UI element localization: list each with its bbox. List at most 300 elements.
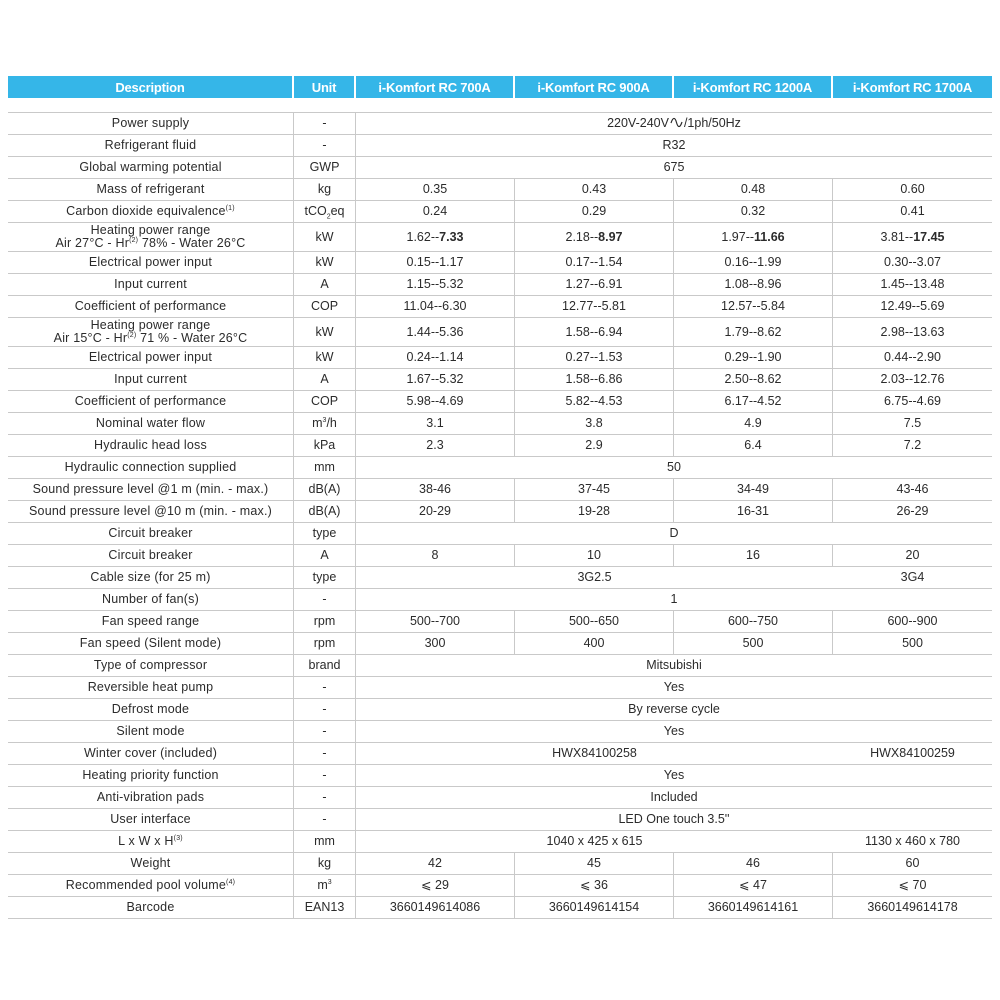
value-text: LED One touch 3.5'' — [618, 812, 730, 826]
description-text: Mass of refrigerant — [96, 182, 205, 196]
value-text: 2.50--8.62 — [724, 372, 782, 386]
value-model-1200a — [674, 295, 833, 317]
value-model-1200a — [674, 317, 833, 346]
value-model-1200a — [674, 896, 833, 919]
value-text: 1.97-- — [721, 229, 755, 244]
value-text: 4.9 — [744, 416, 762, 430]
value-text: 2.98--13.63 — [880, 324, 945, 339]
value-model-1700a — [833, 852, 992, 874]
value-model-900a — [515, 222, 674, 251]
value-model-900a — [515, 434, 674, 456]
value-text: 12.77--5.81 — [562, 299, 626, 313]
row-unit — [294, 852, 356, 874]
value-text: 7.5 — [903, 416, 922, 430]
value-models-700a-1200a — [356, 830, 833, 852]
value-text: 45 — [587, 856, 601, 870]
value-text: 7.2 — [903, 438, 922, 452]
value-model-1700a — [833, 610, 992, 632]
value-text: 1130 x 460 x 780 — [865, 834, 960, 848]
unit-text: rpm — [313, 636, 336, 650]
row-description — [8, 134, 294, 156]
value-text: HWX84100258 — [552, 746, 637, 760]
spec-table — [8, 76, 992, 919]
unit-text: kW — [315, 324, 334, 339]
value-all-models — [356, 654, 992, 676]
row-description — [8, 222, 294, 251]
value-text: ⩽ 70 — [898, 878, 927, 892]
description-text: Anti-vibration pads — [96, 790, 205, 804]
description-text: Defrost mode — [111, 702, 190, 716]
row-description — [8, 566, 294, 588]
row-unit — [294, 544, 356, 566]
description-text: Type of compressor — [93, 658, 208, 672]
value-text: 5.82--4.53 — [565, 394, 623, 408]
value-text: 2.18-- — [565, 229, 599, 244]
row-description — [8, 456, 294, 478]
value-model-1700a — [833, 434, 992, 456]
value-model-1200a — [674, 874, 833, 896]
value-text: ⩽ 29 — [421, 878, 449, 892]
table-row — [8, 720, 992, 742]
value-text: 0.15--1.17 — [406, 255, 464, 269]
table-row — [8, 786, 992, 808]
description-footnote: (2) — [129, 236, 139, 244]
value-all-models — [356, 588, 992, 610]
row-unit — [294, 200, 356, 222]
row-description — [8, 434, 294, 456]
value-text: 42 — [428, 856, 442, 870]
description-text: Circuit breaker — [108, 526, 193, 540]
value-model-700a — [356, 874, 515, 896]
value-model-700a — [356, 896, 515, 919]
table-row — [8, 222, 992, 251]
table-row — [8, 200, 992, 222]
value-model-900a — [515, 632, 674, 654]
header-model-1200a: i-Komfort RC 1200A — [674, 76, 833, 112]
row-unit — [294, 134, 356, 156]
header-row — [8, 76, 992, 112]
description-line-2-tail: 71 % - Water 26°C — [136, 331, 248, 345]
value-all-models — [356, 698, 992, 720]
value-text: 6.17--4.52 — [724, 394, 782, 408]
value-model-1200a — [674, 434, 833, 456]
value-model-900a — [515, 412, 674, 434]
unit-text: m — [312, 416, 323, 430]
table-row — [8, 134, 992, 156]
value-model-900a — [515, 346, 674, 368]
description-line-2-text: Air 15°C - Hr — [53, 331, 128, 345]
unit-text: brand — [308, 658, 341, 672]
value-model-900a — [515, 200, 674, 222]
value-model-900a — [515, 852, 674, 874]
value-model-1700a — [833, 346, 992, 368]
value-model-700a — [356, 412, 515, 434]
value-model-900a — [515, 478, 674, 500]
row-description — [8, 588, 294, 610]
value-text: 8 — [431, 548, 439, 562]
row-description — [8, 720, 294, 742]
value-text: 1040 x 425 x 615 — [546, 834, 643, 848]
value-text: 400 — [583, 636, 605, 650]
value-text: 16-31 — [737, 504, 769, 518]
unit-text: kg — [317, 856, 332, 870]
value-model-700a — [356, 200, 515, 222]
table-row — [8, 317, 992, 346]
value-text: 6.4 — [744, 438, 762, 452]
description-line-2-tail: 78% - Water 26°C — [138, 236, 246, 250]
row-description — [8, 478, 294, 500]
row-description — [8, 295, 294, 317]
value-text: 600--750 — [727, 614, 779, 628]
value-text: 2.03--12.76 — [880, 372, 945, 386]
description-text: Fan speed (Silent mode) — [79, 636, 222, 650]
description-text: L x W x H — [118, 834, 174, 848]
unit-text: - — [322, 138, 327, 152]
value-all-models — [356, 720, 992, 742]
row-description — [8, 830, 294, 852]
table-row — [8, 874, 992, 896]
value-model-1200a — [674, 478, 833, 500]
description-text: Hydraulic head loss — [94, 438, 207, 452]
row-description — [8, 544, 294, 566]
value-text: 2.9 — [585, 438, 603, 452]
unit-text: dB(A) — [308, 504, 341, 518]
value-text: 6.75--4.69 — [884, 394, 941, 408]
value-model-1700a — [833, 478, 992, 500]
value-model-900a — [515, 610, 674, 632]
value-model-1700a — [833, 544, 992, 566]
value-text: 0.60 — [900, 182, 925, 196]
table-row — [8, 456, 992, 478]
unit-text: dB(A) — [308, 482, 341, 496]
row-description — [8, 273, 294, 295]
description-text: Sound pressure level @1 m (min. - max.) — [32, 482, 269, 496]
value-text: 0.44--2.90 — [884, 350, 941, 364]
description-text: Weight — [130, 856, 171, 870]
row-description — [8, 786, 294, 808]
row-description — [8, 676, 294, 698]
value-text: 3.8 — [585, 416, 603, 430]
value-all-models — [356, 522, 992, 544]
row-unit — [294, 434, 356, 456]
row-unit — [294, 720, 356, 742]
unit-text: - — [322, 746, 327, 760]
value-text: 34-49 — [737, 482, 769, 496]
header-model-900a: i-Komfort RC 900A — [515, 76, 674, 112]
unit-text: tCO — [304, 204, 327, 218]
row-description — [8, 368, 294, 390]
value-text: 16 — [746, 548, 760, 562]
value-model-700a — [356, 368, 515, 390]
value-text: 1.45--13.48 — [880, 277, 945, 291]
table-row — [8, 112, 992, 134]
value-text: 300 — [424, 636, 446, 650]
row-unit — [294, 742, 356, 764]
row-unit — [294, 222, 356, 251]
value-text: 0.27--1.53 — [565, 350, 623, 364]
value-model-1200a — [674, 346, 833, 368]
row-description — [8, 610, 294, 632]
row-description — [8, 808, 294, 830]
unit-text: kPa — [313, 438, 336, 452]
value-model-700a — [356, 434, 515, 456]
description-text: Input current — [114, 277, 187, 291]
unit-text: A — [320, 548, 329, 562]
row-description — [8, 112, 294, 134]
value-model-1200a — [674, 632, 833, 654]
value-max-bold: 8.97 — [598, 229, 623, 244]
description-text: Fan speed range — [101, 614, 200, 628]
value-all-models — [356, 764, 992, 786]
value-max-bold: 7.33 — [439, 229, 464, 244]
value-text: 46 — [746, 856, 760, 870]
description-footnote: (3) — [173, 834, 183, 842]
table-row — [8, 478, 992, 500]
description-text: Circuit breaker — [108, 548, 193, 562]
value-model-700a — [356, 251, 515, 273]
table-row — [8, 896, 992, 919]
value-text: R32 — [662, 138, 686, 152]
value-model-1700a — [833, 566, 992, 588]
unit-text: GWP — [309, 160, 340, 174]
value-model-900a — [515, 273, 674, 295]
header-unit: Unit — [294, 76, 356, 112]
unit-text: COP — [310, 299, 339, 313]
value-text: Yes — [663, 724, 685, 738]
value-text: 1.67--5.32 — [406, 372, 464, 386]
value-text: 3G4 — [900, 570, 925, 584]
value-text: By reverse cycle — [628, 702, 720, 716]
value-model-900a — [515, 178, 674, 200]
row-unit — [294, 588, 356, 610]
description-text: Power supply — [111, 116, 190, 130]
unit-text: - — [322, 812, 327, 826]
row-unit — [294, 632, 356, 654]
unit-text: EAN13 — [304, 900, 345, 914]
spec-table-body — [8, 112, 992, 919]
value-text: 675 — [663, 160, 685, 174]
value-text: 3.81-- — [880, 229, 914, 244]
description-text: Cable size (for 25 m) — [90, 570, 211, 584]
row-unit — [294, 808, 356, 830]
value-model-1200a — [674, 222, 833, 251]
row-unit — [294, 478, 356, 500]
description-text: Coefficient of performance — [74, 394, 227, 408]
row-unit — [294, 676, 356, 698]
table-row — [8, 295, 992, 317]
description-text: Hydraulic connection supplied — [64, 460, 237, 474]
table-row — [8, 412, 992, 434]
value-text: 19-28 — [578, 504, 610, 518]
value-model-1200a — [674, 390, 833, 412]
value-model-900a — [515, 896, 674, 919]
description-line-2-text: Air 27°C - Hr — [55, 236, 130, 250]
table-row — [8, 368, 992, 390]
value-text: Mitsubishi — [646, 658, 702, 672]
value-all-models — [356, 676, 992, 698]
row-unit — [294, 251, 356, 273]
row-description — [8, 874, 294, 896]
value-text: 11.04--6.30 — [403, 299, 467, 313]
unit-text: - — [322, 790, 327, 804]
value-text: HWX84100259 — [870, 746, 955, 760]
description-text: Electrical power input — [88, 350, 213, 364]
value-text: 5.98--4.69 — [406, 394, 464, 408]
row-description — [8, 200, 294, 222]
unit-text: mm — [314, 834, 335, 848]
unit-text: - — [322, 768, 327, 782]
table-row — [8, 742, 992, 764]
unit-text: kg — [317, 182, 332, 196]
table-row — [8, 808, 992, 830]
value-model-1200a — [674, 178, 833, 200]
value-model-700a — [356, 346, 515, 368]
value-text: 600--900 — [887, 614, 938, 628]
value-model-900a — [515, 874, 674, 896]
value-model-1700a — [833, 178, 992, 200]
row-unit — [294, 874, 356, 896]
unit-text: kW — [315, 255, 334, 269]
value-text: 0.41 — [900, 204, 925, 218]
value-model-1700a — [833, 295, 992, 317]
value-text: 3660149614086 — [389, 900, 481, 914]
value-text: 1.27--6.91 — [565, 277, 623, 291]
row-description — [8, 346, 294, 368]
row-unit — [294, 786, 356, 808]
row-unit — [294, 273, 356, 295]
value-text: 1.58--6.86 — [565, 372, 623, 386]
row-unit — [294, 610, 356, 632]
value-all-models — [356, 786, 992, 808]
description-text: Recommended pool volume — [65, 878, 227, 892]
value-model-900a — [515, 500, 674, 522]
value-model-700a — [356, 390, 515, 412]
row-unit — [294, 112, 356, 134]
value-text: D — [669, 526, 679, 540]
value-max-bold: 11.66 — [754, 229, 785, 244]
value-text: 1.08--8.96 — [724, 277, 782, 291]
unit-text: A — [320, 372, 329, 386]
value-text: ⩽ 36 — [580, 878, 608, 892]
value-text: 50 — [667, 460, 681, 474]
unit-text: rpm — [313, 614, 336, 628]
value-text: 3660149614154 — [548, 900, 640, 914]
value-text: 3.1 — [426, 416, 444, 430]
unit-superscript: 3 — [327, 878, 332, 886]
unit-text: - — [322, 680, 327, 694]
value-text: 1.62-- — [406, 229, 440, 244]
description-footnote: (2) — [127, 331, 137, 339]
value-all-models — [356, 112, 992, 134]
value-model-700a — [356, 632, 515, 654]
value-text: 500 — [902, 636, 923, 650]
table-row — [8, 178, 992, 200]
row-unit — [294, 698, 356, 720]
table-row — [8, 852, 992, 874]
description-text: Barcode — [126, 900, 175, 914]
description-text: Nominal water flow — [95, 416, 206, 430]
description-text: Sound pressure level @10 m (min. - max.) — [29, 504, 272, 518]
value-model-1700a — [833, 412, 992, 434]
row-description — [8, 412, 294, 434]
table-row — [8, 566, 992, 588]
value-models-700a-1200a — [356, 742, 833, 764]
value-model-1200a — [674, 544, 833, 566]
value-text: 26-29 — [896, 504, 929, 518]
row-unit — [294, 830, 356, 852]
table-row — [8, 764, 992, 786]
description-line-1: Heating power range — [90, 318, 211, 332]
row-unit — [294, 390, 356, 412]
value-text: 500--700 — [409, 614, 461, 628]
value-text: 0.43 — [581, 182, 607, 196]
header-description: Description — [8, 76, 294, 112]
description-text: Number of fan(s) — [102, 592, 199, 606]
value-model-700a — [356, 273, 515, 295]
ac-wave-icon — [670, 117, 683, 128]
table-row — [8, 273, 992, 295]
value-models-700a-1200a — [356, 566, 833, 588]
value-max-bold: 17.45 — [913, 229, 945, 244]
row-description — [8, 764, 294, 786]
value-text: 500--650 — [568, 614, 620, 628]
value-model-700a — [356, 610, 515, 632]
value-model-700a — [356, 852, 515, 874]
unit-text: - — [322, 116, 327, 130]
value-model-1700a — [833, 632, 992, 654]
unit-tail: eq — [330, 204, 345, 218]
value-model-1200a — [674, 500, 833, 522]
value-text: 3G2.5 — [577, 570, 612, 584]
description-line-1: Heating power range — [90, 223, 211, 237]
table-row — [8, 588, 992, 610]
value-text: 38-46 — [419, 482, 451, 496]
value-text: 1.79--8.62 — [724, 324, 782, 339]
row-description — [8, 654, 294, 676]
description-text: Reversible heat pump — [87, 680, 214, 694]
description-text: Heating priority function — [82, 768, 219, 782]
value-model-1700a — [833, 317, 992, 346]
value-model-1700a — [833, 200, 992, 222]
value-tail: /1ph/50Hz — [683, 116, 741, 130]
table-row — [8, 156, 992, 178]
row-description — [8, 251, 294, 273]
description-text: Silent mode — [116, 724, 185, 738]
value-model-1200a — [674, 200, 833, 222]
unit-text: kW — [315, 350, 334, 364]
value-model-1700a — [833, 742, 992, 764]
value-text: 1.58--6.94 — [565, 324, 623, 339]
value-all-models — [356, 134, 992, 156]
value-model-700a — [356, 544, 515, 566]
row-unit — [294, 412, 356, 434]
value-text: 0.48 — [740, 182, 766, 196]
value-model-1200a — [674, 412, 833, 434]
value-text: Yes — [663, 680, 685, 694]
description-text: Electrical power input — [88, 255, 213, 269]
value-text: 12.57--5.84 — [721, 299, 785, 313]
row-description — [8, 178, 294, 200]
description-footnote: (4) — [226, 878, 236, 886]
value-model-1700a — [833, 896, 992, 919]
table-row — [8, 544, 992, 566]
description-text: Refrigerant fluid — [104, 138, 197, 152]
value-model-700a — [356, 500, 515, 522]
value-model-1200a — [674, 852, 833, 874]
value-text: 0.32 — [740, 204, 766, 218]
row-description — [8, 742, 294, 764]
value-text: 3660149614178 — [867, 900, 958, 914]
